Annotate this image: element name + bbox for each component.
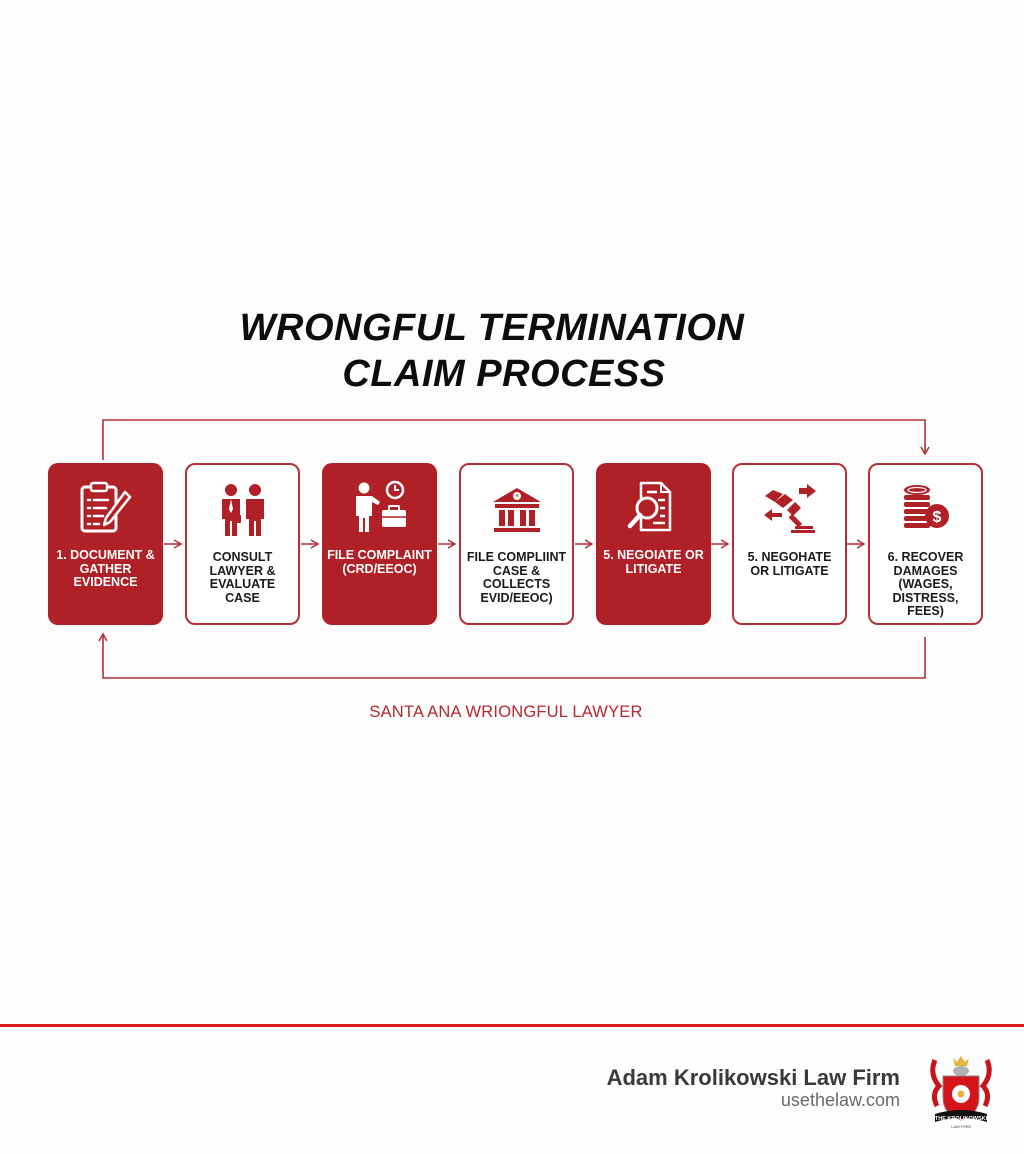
courthouse-icon xyxy=(487,481,547,539)
title-line-1: WRONGFUL TERMINATION xyxy=(239,307,745,349)
step-2-label: CONSULT LAWYER & EVALUATE CASE xyxy=(209,550,276,605)
step-2-consult-lawyer xyxy=(185,463,300,625)
diagram-subtitle: SANTA ANA WRIONGFUL LAWYER xyxy=(369,703,643,721)
svg-text:$: $ xyxy=(932,509,941,526)
top-loop-line xyxy=(103,420,925,460)
step-5-label: 5. NEGOIATE OR LITIGATE xyxy=(603,548,704,576)
step-5-negotiate-litigate xyxy=(596,463,711,625)
firm-name: Adam Krolikowski Law Firm xyxy=(606,1065,900,1090)
logo-banner-text: THE KROLIKOWSKI xyxy=(934,1116,988,1122)
handshake-gavel-icon xyxy=(760,481,820,539)
coins-dollar-icon xyxy=(896,481,956,539)
step-6-label: 5. NEGOHATE OR LITIGATE xyxy=(747,550,832,578)
title-line-2: CLAIM PROCESS xyxy=(342,353,666,395)
bottom-loop-line xyxy=(103,634,925,678)
step-3-label: FILE COMPLAINT (CRD/EEOC) xyxy=(327,548,432,576)
step-1-label: 1. DOCUMENT & GATHER EVIDENCE xyxy=(56,548,155,589)
step-4-file-complaint-collect-evidence xyxy=(459,463,574,625)
step-3-file-complaint xyxy=(322,463,437,625)
step-7-recover-damages xyxy=(868,463,983,625)
document-magnifier-icon xyxy=(624,479,684,537)
clipboard-pencil-icon xyxy=(76,479,136,537)
logo-sub-text: LAW FIRM xyxy=(951,1124,971,1129)
step-4-label: FILE COMPLIINT CASE & COLLECTS EVID/EEOC) xyxy=(466,550,567,605)
step-6-negotiate-litigate xyxy=(732,463,847,625)
firm-url[interactable]: usethelaw.com xyxy=(780,1090,900,1110)
two-people-icon xyxy=(213,481,273,539)
footer-divider xyxy=(0,1024,1024,1027)
firm-crest-logo xyxy=(929,1052,993,1130)
person-clock-briefcase-icon xyxy=(350,479,410,537)
step-1-document-evidence xyxy=(48,463,163,625)
step-7-label: 6. RECOVER DAMAGES (WAGES, DISTRESS, FEES) xyxy=(887,550,964,618)
